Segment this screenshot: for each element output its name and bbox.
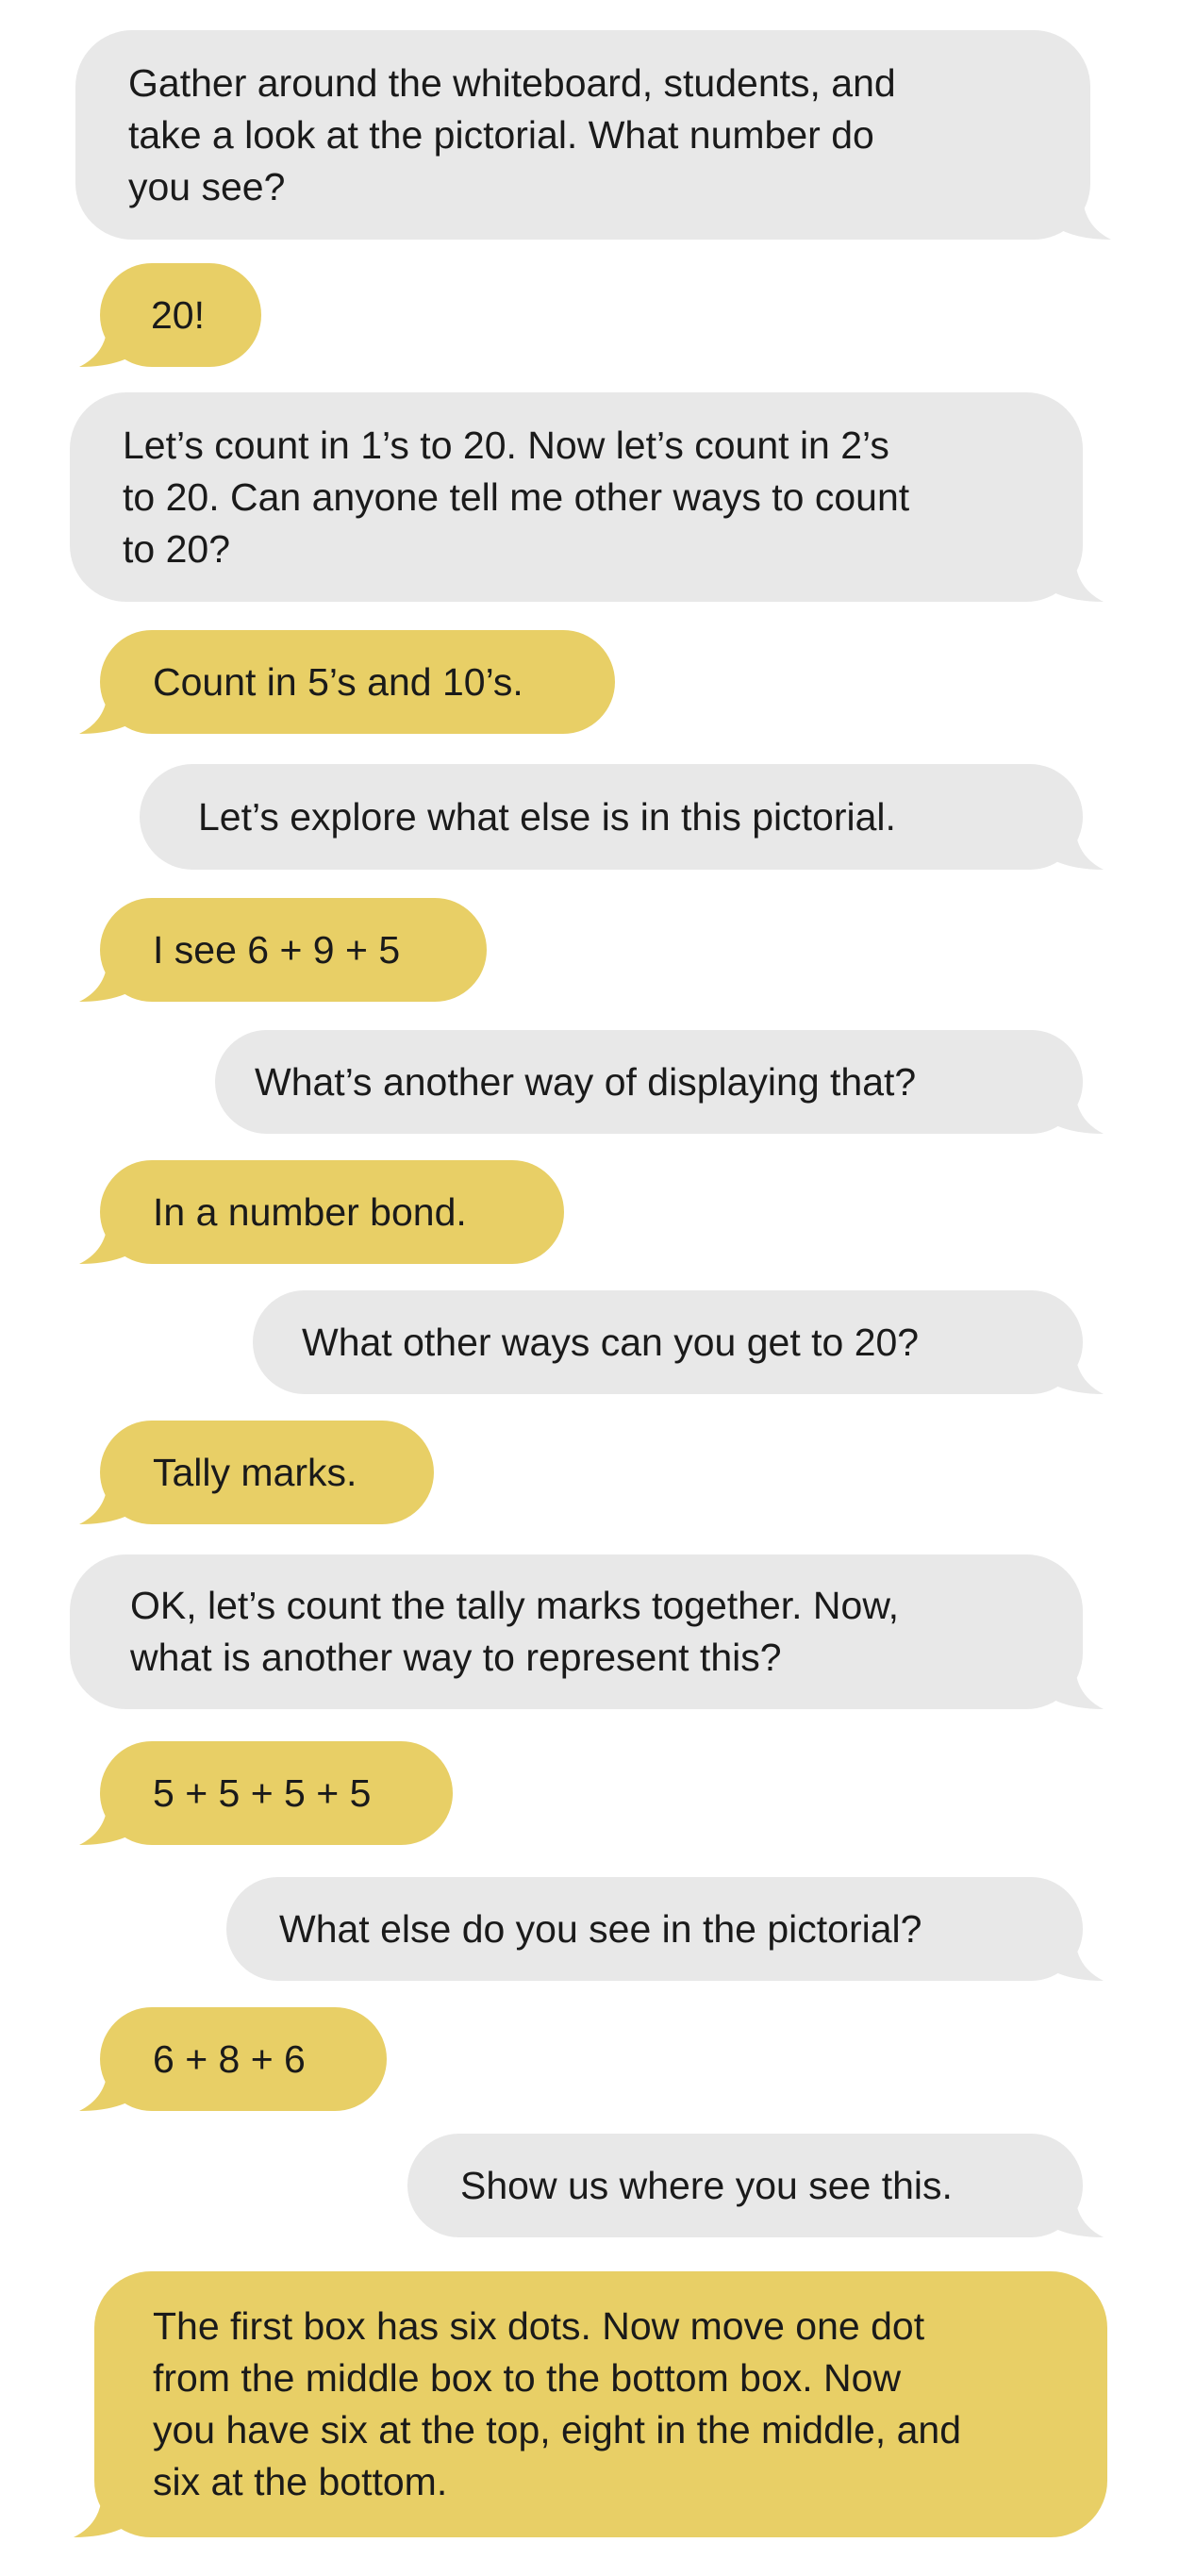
message-text: Gather around the whiteboard, students, and take a look at the pictorial. What number do you see? bbox=[128, 60, 896, 208]
teacher-message bbox=[70, 392, 1083, 602]
bubble-tail bbox=[1047, 1353, 1104, 1394]
bubble-tail bbox=[79, 325, 136, 367]
bubble-tail bbox=[79, 2069, 136, 2111]
bubble-tail bbox=[79, 1803, 136, 1845]
bubble-tail bbox=[1047, 560, 1104, 602]
message-text: Tally marks. bbox=[153, 1450, 357, 1494]
bubble-tail bbox=[1054, 198, 1111, 240]
bubble-tail bbox=[79, 692, 136, 734]
student-message bbox=[100, 898, 487, 1002]
student-message bbox=[100, 1160, 564, 1264]
message-text: I see 6 + 9 + 5 bbox=[153, 927, 401, 972]
message-text: OK, let’s count the tally marks together. Now, what is another way to represent this? bbox=[130, 1584, 900, 1679]
message-text: Let’s explore what else is in this pictorial. bbox=[198, 794, 896, 839]
message-text: What else do you see in the pictorial? bbox=[279, 1906, 922, 1951]
bubble-tail bbox=[79, 1222, 136, 1264]
teacher-message bbox=[140, 764, 1083, 870]
bubble-tail bbox=[1047, 1668, 1104, 1709]
message-text: Count in 5’s and 10’s. bbox=[153, 659, 523, 704]
student-message bbox=[100, 263, 261, 367]
bubble-tail bbox=[79, 960, 136, 1002]
bubble-tail bbox=[1047, 1939, 1104, 1981]
bubble-tail bbox=[1047, 828, 1104, 870]
student-message bbox=[100, 1741, 453, 1845]
bubble-tail bbox=[79, 1483, 136, 1524]
teacher-message bbox=[215, 1030, 1083, 1134]
message-text: 5 + 5 + 5 + 5 bbox=[153, 1770, 372, 1815]
message-text: The first box has six dots. Now move one dot from the middle box to the bottom box. Now you have six at the top, eight in the middle, and six at the bottom. bbox=[153, 2304, 961, 2503]
message-text: What other ways can you get to 20? bbox=[302, 1320, 920, 1364]
student-message bbox=[100, 2007, 387, 2111]
bubble-tail bbox=[1047, 1092, 1104, 1134]
student-message bbox=[100, 630, 615, 734]
student-message bbox=[94, 2271, 1107, 2537]
teacher-message bbox=[75, 30, 1090, 240]
message-text: Show us where you see this. bbox=[460, 2163, 953, 2207]
student-message bbox=[100, 1421, 434, 1524]
teacher-message bbox=[253, 1290, 1083, 1394]
teacher-message bbox=[407, 2134, 1083, 2237]
message-text: What’s another way of displaying that? bbox=[255, 1059, 917, 1104]
bubble-tail bbox=[74, 2496, 130, 2537]
teacher-message bbox=[226, 1877, 1083, 1981]
message-text: In a number bond. bbox=[153, 1189, 467, 1234]
teacher-message bbox=[70, 1554, 1083, 1709]
message-text: 6 + 8 + 6 bbox=[153, 2036, 306, 2081]
bubble-tail bbox=[1047, 2196, 1104, 2237]
message-text: Let’s count in 1’s to 20. Now let’s count in 2’s to 20. Can anyone tell me other ways to count to 20? bbox=[123, 423, 910, 571]
message-text: 20! bbox=[151, 292, 205, 337]
